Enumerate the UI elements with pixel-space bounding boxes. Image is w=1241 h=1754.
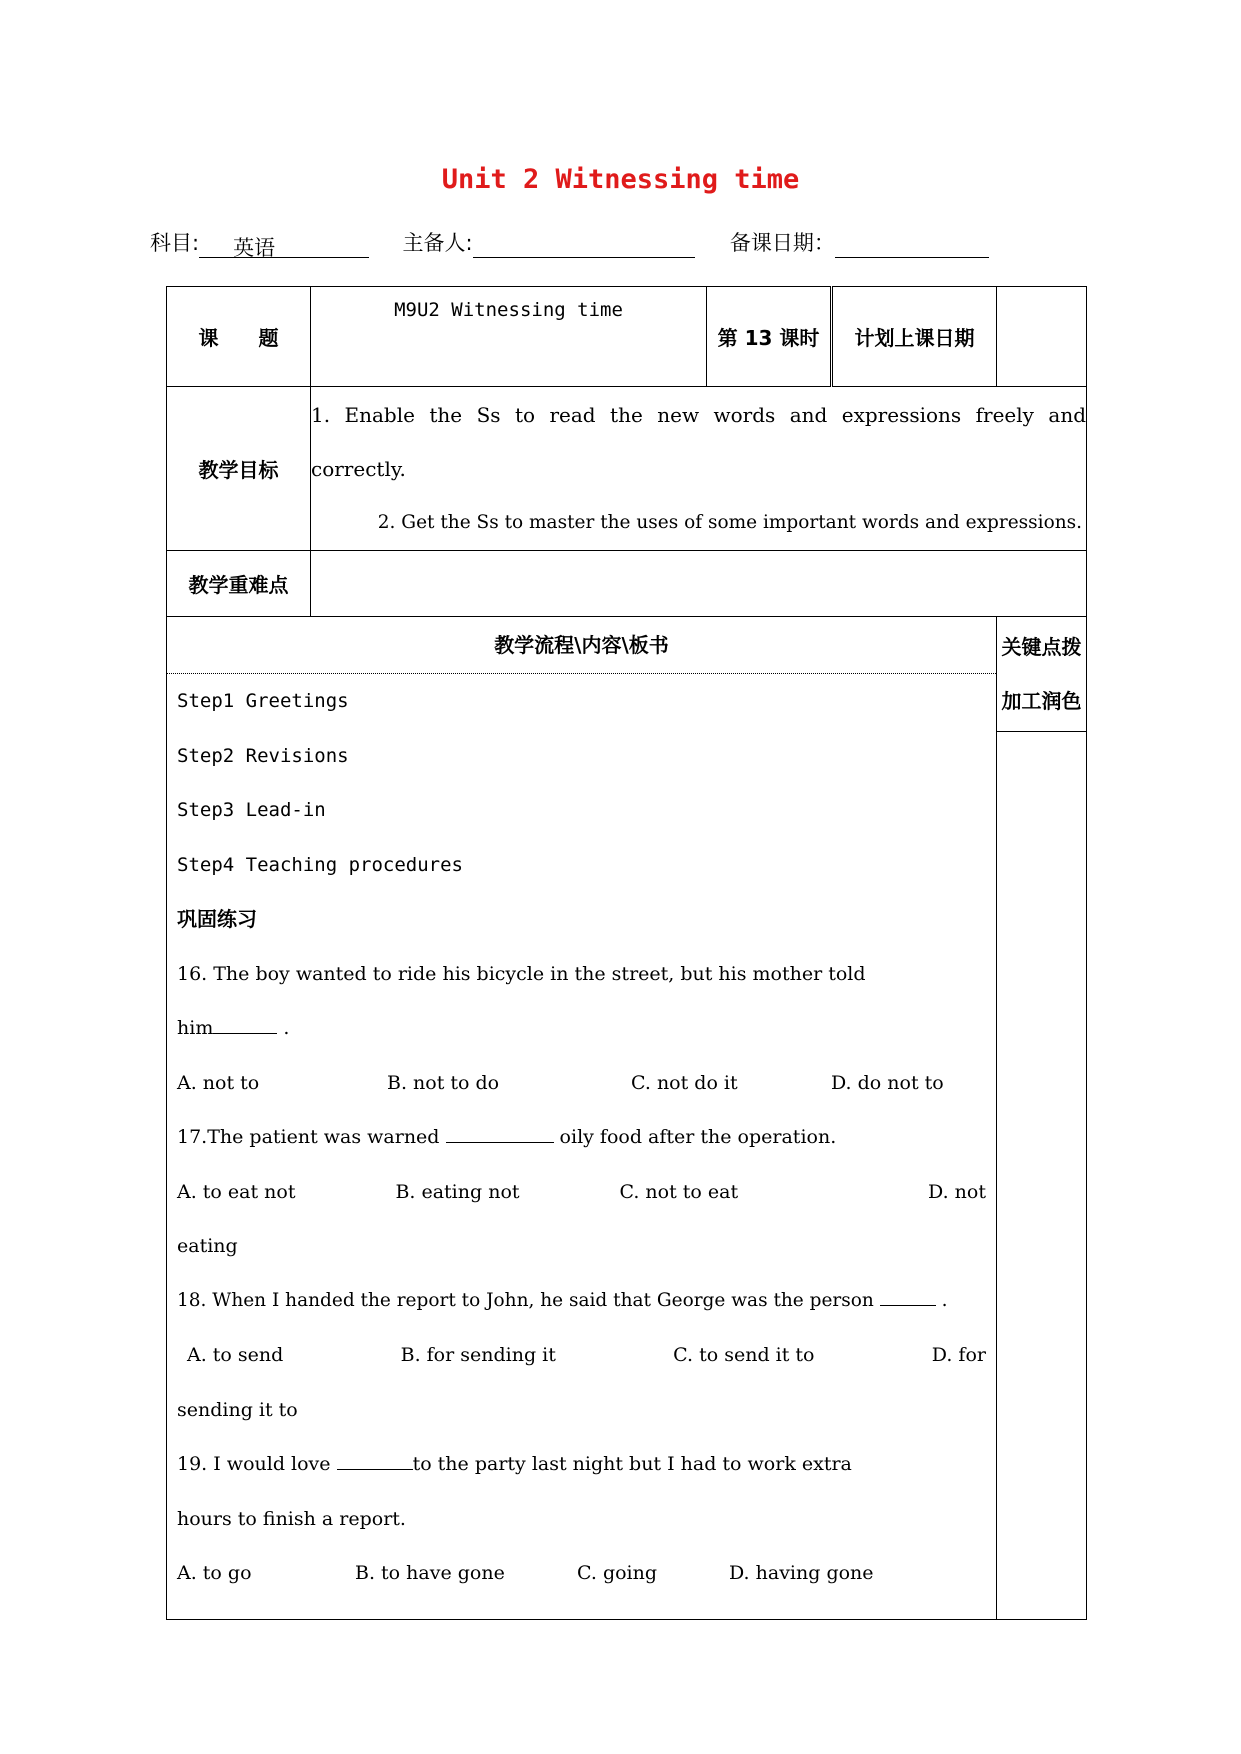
planned-date-label: 计划上课日期 <box>832 287 997 387</box>
key-points-label: 教学重难点 <box>167 551 311 617</box>
document-title: Unit 2 Witnessing time <box>441 164 800 195</box>
topic-value: M9U2 Witnessing time <box>311 287 707 387</box>
option-c: C. to send it to <box>673 1344 815 1366</box>
answer-blank <box>446 1120 554 1143</box>
question-16-line1: 16. The boy wanted to ride his bicycle in the street, but his mother told <box>177 962 866 985</box>
preparer-label: 主备人: <box>402 231 473 255</box>
flow-header: 教学流程\内容\板书 <box>167 617 996 674</box>
objective-1-line2: correctly. <box>311 456 406 481</box>
option-d: D. not <box>928 1180 986 1203</box>
answer-blank <box>213 1011 277 1034</box>
objective-2: 2. Get the Ss to master the uses of some important words and expressions. <box>377 511 1082 533</box>
objectives-label: 教学目标 <box>167 387 311 551</box>
option-c: C. not to eat <box>619 1180 739 1203</box>
side-notes <box>997 617 1087 1620</box>
topic-label: 课 题 <box>167 287 311 387</box>
flow-row <box>167 617 1087 1620</box>
objectives-row <box>167 387 1087 551</box>
answer-blank <box>880 1283 936 1306</box>
key-points-row <box>167 551 1087 617</box>
objectives-content <box>311 387 1087 551</box>
option-a: A. not to <box>177 1071 260 1094</box>
topic-row <box>167 287 1087 387</box>
option-a: A. to send <box>187 1344 284 1366</box>
question-16-options <box>167 1056 996 1111</box>
step-3: Step3 Lead-in <box>177 799 326 821</box>
option-d: D. having gone <box>729 1562 874 1584</box>
option-c: C. not do it <box>631 1071 738 1094</box>
objective-1-line1: 1. Enable the Ss to read the new words and expressions freely and <box>311 402 1086 427</box>
planned-date-value <box>997 287 1087 387</box>
side-header-1: 关键点拨 <box>1001 635 1082 659</box>
option-c: C. going <box>577 1562 658 1584</box>
option-b: B. not to do <box>387 1071 500 1094</box>
preparer-blank <box>473 233 695 258</box>
option-b: B. eating not <box>395 1180 520 1203</box>
question-19-line1: 19. I would love to the party last night but I had to work extra <box>167 1437 996 1492</box>
header-info <box>150 228 989 258</box>
subject-value: 英语 <box>199 233 369 258</box>
practice-label: 巩固练习 <box>177 907 257 931</box>
question-18-options <box>167 1328 996 1383</box>
question-19-line2: hours to finish a report. <box>177 1507 406 1530</box>
option-d: D. do not to <box>831 1071 944 1094</box>
date-blank <box>835 233 989 258</box>
step-4: Step4 Teaching procedures <box>177 853 463 876</box>
option-b: B. to have gone <box>355 1562 505 1584</box>
step-2: Step2 Revisions <box>177 744 349 767</box>
question-19-options <box>167 1546 996 1601</box>
subject-label: 科目: <box>150 231 200 255</box>
date-label: 备课日期： <box>729 231 835 255</box>
option-a: A. to eat not <box>177 1180 296 1203</box>
side-header <box>997 617 1086 732</box>
question-17-options <box>167 1165 996 1220</box>
period-cell: 第 13 课时 <box>707 287 832 387</box>
option-b: B. for sending it <box>400 1344 556 1366</box>
question-18-wrap: sending it to <box>177 1398 298 1421</box>
step-1: Step1 Greetings <box>177 690 349 712</box>
flow-content <box>167 617 997 1620</box>
question-18: 18. When I handed the report to John, he said that George was the person . <box>167 1274 996 1329</box>
question-17: 17.The patient was warned oily food after the operation. <box>167 1110 996 1165</box>
key-points-content <box>311 551 1087 617</box>
lesson-plan-table <box>166 286 1087 1620</box>
question-17-wrap: eating <box>177 1235 238 1257</box>
side-header-2: 加工润色 <box>1001 689 1082 713</box>
answer-blank <box>337 1447 413 1470</box>
option-d: D. for <box>931 1344 986 1366</box>
question-16-line2: him . <box>167 1001 996 1056</box>
option-a: A. to go <box>177 1562 252 1584</box>
